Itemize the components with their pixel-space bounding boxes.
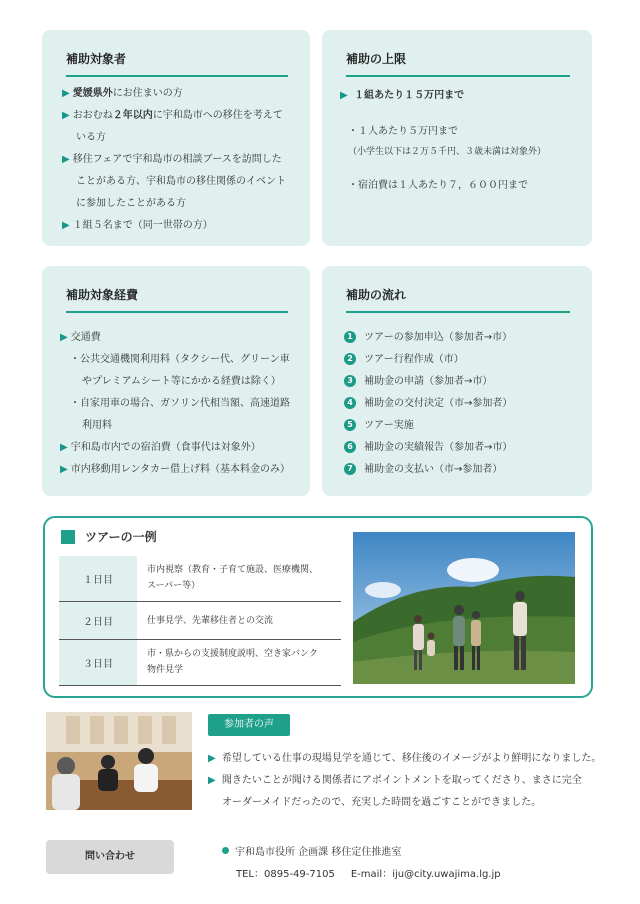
eligible-item: ▶ １組５名まで（同一世帯の方） <box>62 220 213 231</box>
flow-step: 7 補助金の支払い（市→参加者） <box>344 459 592 481</box>
tour-day-desc: 仕事見学、先輩移住者との交流 <box>147 615 274 626</box>
voice-comment: ▶ 聞きたいことが聞ける関係者にアポイントメントを取ってくださり、まさに完全 <box>208 775 582 786</box>
tour-photo <box>353 532 575 684</box>
voice-comment-cont: オーダーメイドだったので、充実した時間を過ごすことができました。 <box>222 797 542 808</box>
eligible-item-cont: いる方 <box>76 132 106 143</box>
flow-step: 2 ツアー行程作成（市） <box>344 349 592 371</box>
flow-step: 1 ツアーの参加申込（参加者→市） <box>344 327 592 349</box>
voice-comments <box>208 748 601 814</box>
limit-child-note: （小学生以下は２万５千円、３歳未満は対象外） <box>348 147 547 157</box>
expense-sub: 利用料 <box>82 420 112 431</box>
expenses-title: 補助対象経費 <box>66 286 288 313</box>
eligible-card <box>42 30 310 246</box>
eligible-title: 補助対象者 <box>66 50 288 77</box>
contact-info <box>222 842 501 886</box>
flow-step: 3 補助金の申請（参加者→市） <box>344 371 592 393</box>
expenses-card <box>42 266 310 496</box>
limit-per-person: ・１人あたり５万円まで <box>348 126 458 137</box>
voice-comment: ▶ 希望している仕事の現場見学を通じて、移住後のイメージがより鮮明になりました。 <box>208 753 602 764</box>
triangle-bullet-icon: ▶ <box>60 464 68 475</box>
triangle-bullet-icon: ▶ <box>62 220 70 231</box>
eligible-item-cont: ことがある方、宇和島市の移住関係のイベント <box>76 176 286 187</box>
triangle-bullet-icon: ▶ <box>208 753 216 764</box>
eligible-item: ▶ 愛媛県外にお住まいの方 <box>62 88 183 99</box>
table-row <box>59 556 341 602</box>
step-number-badge: 7 <box>344 463 356 475</box>
flow-card <box>322 266 592 496</box>
eligible-item: ▶ おおむね２年以内に宇和島市への移住を考えて <box>62 110 283 121</box>
limit-title: 補助の上限 <box>346 50 570 77</box>
square-marker-icon <box>61 530 75 544</box>
triangle-bullet-icon: ▶ <box>340 90 348 101</box>
contact-org: 宇和島市役所 企画課 移住定住推進室 <box>222 842 501 864</box>
table-row <box>59 640 341 686</box>
participants-photo <box>46 712 192 810</box>
contact-tel: TEL：0895-49-7105 <box>236 869 335 880</box>
tour-day-desc: 市内視察（教育・子育て施設、医療機関、 スーパー等） <box>147 565 319 591</box>
tour-day-label: １日目 <box>59 556 137 601</box>
flow-step: 5 ツアー実施 <box>344 415 592 437</box>
step-number-badge: 5 <box>344 419 356 431</box>
limit-main: ▶ １組あたり１５万円まで <box>340 90 465 101</box>
tour-day-label: ２日目 <box>59 602 137 639</box>
participants-photo-illustration <box>46 712 192 810</box>
tour-example-box <box>43 516 593 698</box>
triangle-bullet-icon: ▶ <box>62 154 70 165</box>
step-number-badge: 6 <box>344 441 356 453</box>
expense-item: ▶ 宇和島市内での宿泊費（食事代は対象外） <box>60 442 261 453</box>
flow-title: 補助の流れ <box>346 286 570 313</box>
tour-day-label: ３日目 <box>59 640 137 685</box>
limit-lodging: ・宿泊費は１人あたり７，６００円まで <box>348 180 528 191</box>
contact-button[interactable]: 問い合わせ <box>46 840 174 874</box>
dot-bullet-icon <box>222 847 229 854</box>
tour-title: ツアーの一例 <box>85 530 157 544</box>
triangle-bullet-icon: ▶ <box>60 442 68 453</box>
expense-item: ▶ 交通費 <box>60 332 101 343</box>
triangle-bullet-icon: ▶ <box>62 110 70 121</box>
step-number-badge: 1 <box>344 331 356 343</box>
eligible-item-cont: に参加したことがある方 <box>76 198 186 209</box>
flow-step: 6 補助金の実績報告（参加者→市） <box>344 437 592 459</box>
step-number-badge: 4 <box>344 397 356 409</box>
triangle-bullet-icon: ▶ <box>208 775 216 786</box>
step-number-badge: 3 <box>344 375 356 387</box>
tour-photo-illustration <box>353 532 575 684</box>
contact-details <box>222 864 501 886</box>
eligible-item: ▶ 移住フェアで宇和島市の相談ブースを訪問した <box>62 154 282 165</box>
limit-card <box>322 30 592 246</box>
voice-label: 参加者の声 <box>208 714 290 736</box>
step-number-badge: 2 <box>344 353 356 365</box>
expense-sub: ・公共交通機関利用料（タクシー代、グリーン車 <box>70 354 290 365</box>
flow-step: 4 補助金の交付決定（市→参加者） <box>344 393 592 415</box>
tour-table <box>59 556 341 686</box>
tour-day-desc: 市・県からの支援制度説明、空き家バンク 物件見学 <box>147 649 318 675</box>
expense-item: ▶ 市内移動用レンタカー借上げ料（基本料金のみ） <box>60 464 291 475</box>
triangle-bullet-icon: ▶ <box>60 332 68 343</box>
expense-sub: やプレミアムシート等にかかる経費は除く） <box>82 376 281 387</box>
contact-email[interactable]: E-mail：iju@city.uwajima.lg.jp <box>350 869 501 880</box>
expense-sub: ・自家用車の場合、ガソリン代相当額、高速道路 <box>70 398 290 409</box>
tour-heading <box>61 528 157 545</box>
table-row <box>59 602 341 640</box>
triangle-bullet-icon: ▶ <box>62 88 70 99</box>
